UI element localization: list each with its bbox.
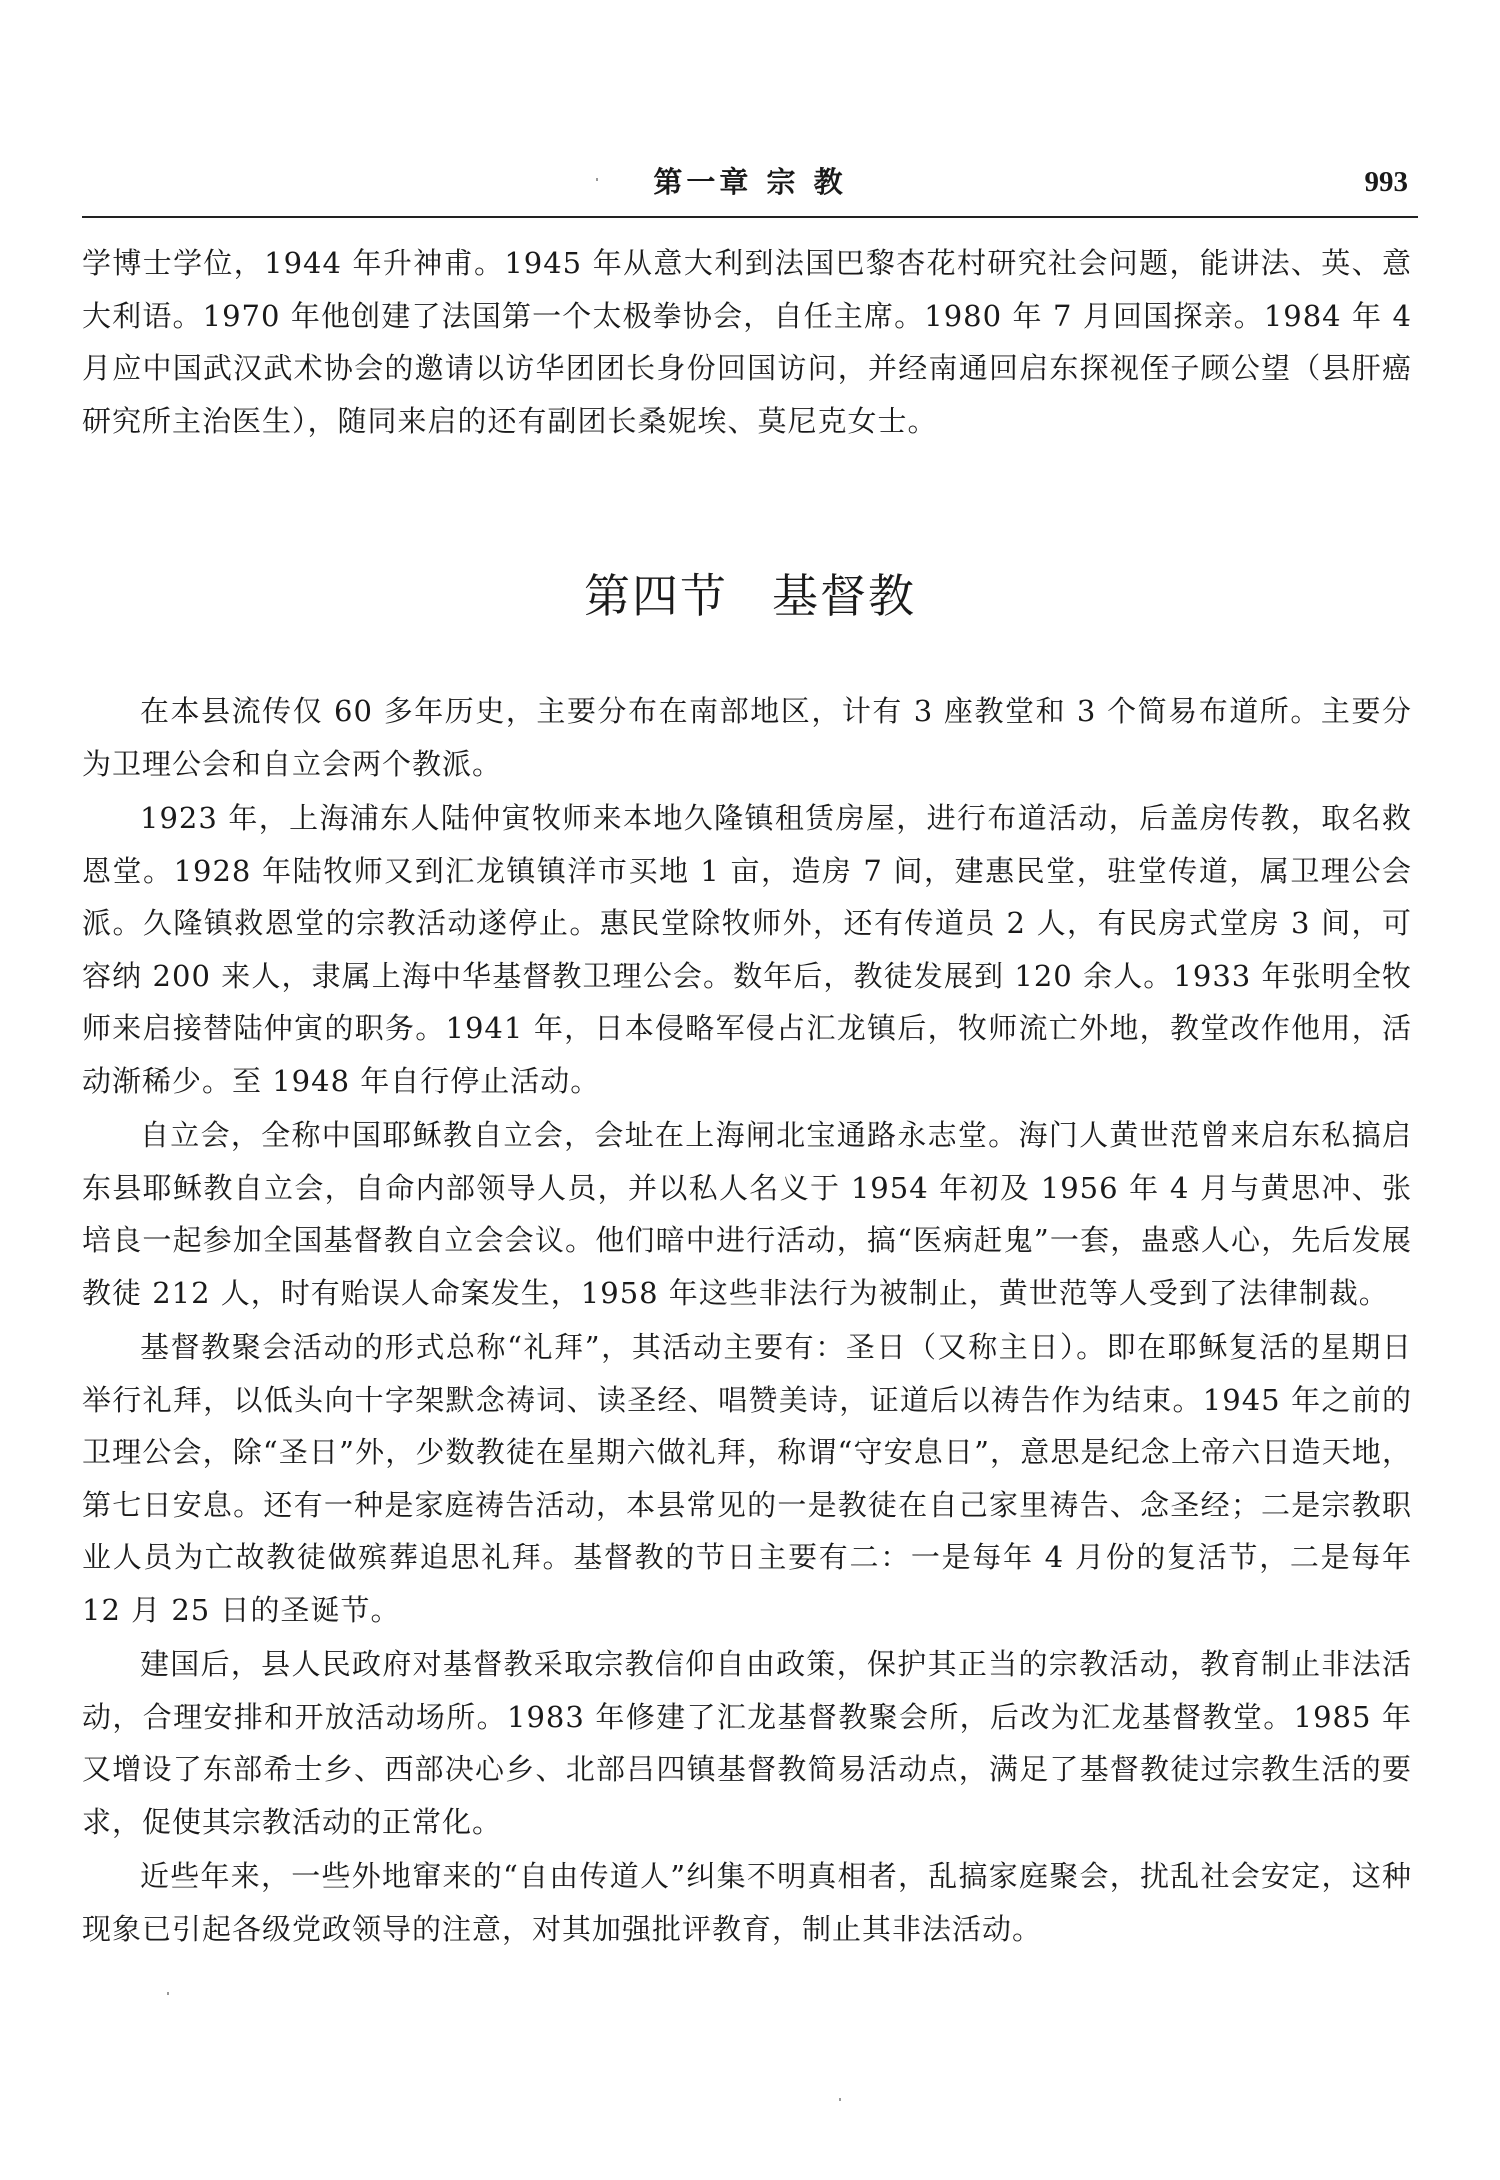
carryover-paragraph: 学博士学位，1944 年升神甫。1945 年从意大利到法国巴黎杏花村研究社会问题，能讲法、英、意大利语。1970 年他创建了法国第一个太极拳协会，自任主席。1980 年 7 月回国探亲。1984 年 4 月应中国武汉武术协会的邀请以访华团团长身份回国访问，并经南通回启东探视侄子顾公望（县肝癌研究所主治医生），随同来启的还有副团长桑妮埃、莫尼克女士。 (82, 246, 1412, 438)
paragraph: 在本县流传仅 60 多年历史，主要分布在南部地区，计有 3 座教堂和 3 个简易布道所。主要分为卫理公会和自立会两个教派。 (82, 694, 1412, 781)
scan-speck (839, 2098, 841, 2101)
paragraph: 建国后，县人民政府对基督教采取宗教信仰自由政策，保护其正当的宗教活动，教育制止非法活动，合理安排和开放活动场所。1983 年修建了汇龙基督教聚会所，后改为汇龙基督教堂。1985 年又增设了东部希士乡、西部决心乡、北部吕四镇基督教简易活动点，满足了基督教徒过宗教生活的要求，促使其宗教活动的正常化。 (82, 1647, 1412, 1839)
paragraph: 近些年来，一些外地窜来的“自由传道人”纠集不明真相者，乱搞家庭聚会，扰乱社会安定，这种现象已引起各级党政领导的注意，对其加强批评教育，制止其非法活动。 (82, 1859, 1412, 1946)
running-header (82, 162, 1418, 218)
header-rule (82, 216, 1418, 218)
paragraph: 1923 年，上海浦东人陆仲寅牧师来本地久隆镇租赁房屋，进行布道活动，后盖房传教，取名救恩堂。1928 年陆牧师又到汇龙镇镇洋市买地 1 亩，造房 7 间，建惠民堂，驻堂传道，属卫理公会派。久隆镇救恩堂的宗教活动遂停止。惠民堂除牧师外，还有传道员 2 人，有民房式堂房 3 间，可容纳 200 来人，隶属上海中华基督教卫理公会。数年后，教徒发展到 120 余人。1933 年张明全牧师来启接替陆仲寅的职务。1941 年，日本侵略军侵占汇龙镇后，牧师流亡外地，教堂改作他用，活动渐稀少。至 1948 年自行停止活动。 (82, 801, 1412, 1098)
chapter-title: 第一章 宗 教 (653, 165, 847, 199)
section-number: 第四节 (584, 569, 728, 623)
scan-speck (167, 1992, 169, 1995)
section-body (82, 685, 1412, 1957)
paragraph: 基督教聚会活动的形式总称“礼拜”，其活动主要有：圣日（又称主日）。即在耶稣复活的星期日举行礼拜，以低头向十字架默念祷词、读圣经、唱赞美诗，证道后以祷告作为结束。1945 年之前的卫理公会，除“圣日”外，少数教徒在星期六做礼拜，称谓“守安息日”，意思是纪念上帝六日造天地，第七日安息。还有一种是家庭祷告活动，本县常见的一是教徒在自己家里祷告、念圣经；二是宗教职业人员为亡故教徒做殡葬追思礼拜。基督教的节日主要有二：一是每年 4 月份的复活节，二是每年 12 月 25 日的圣诞节。 (82, 1330, 1412, 1627)
page-number: 993 (1364, 166, 1408, 198)
scan-speck (596, 178, 598, 181)
section-heading (0, 566, 1500, 626)
section-title: 基督教 (772, 569, 916, 623)
paragraph: 自立会，全称中国耶稣教自立会，会址在上海闸北宝通路永志堂。海门人黄世范曾来启东私搞启东县耶稣教自立会，自命内部领导人员，并以私人名义于 1954 年初及 1956 年 4 月与黄思冲、张培良一起参加全国基督教自立会会议。他们暗中进行活动，搞“医病赶鬼”一套，蛊惑人心，先后发展教徒 212 人，时有贻误人命案发生，1958 年这些非法行为被制止，黄世范等人受到了法律制裁。 (82, 1118, 1412, 1310)
carryover-text (82, 237, 1412, 447)
